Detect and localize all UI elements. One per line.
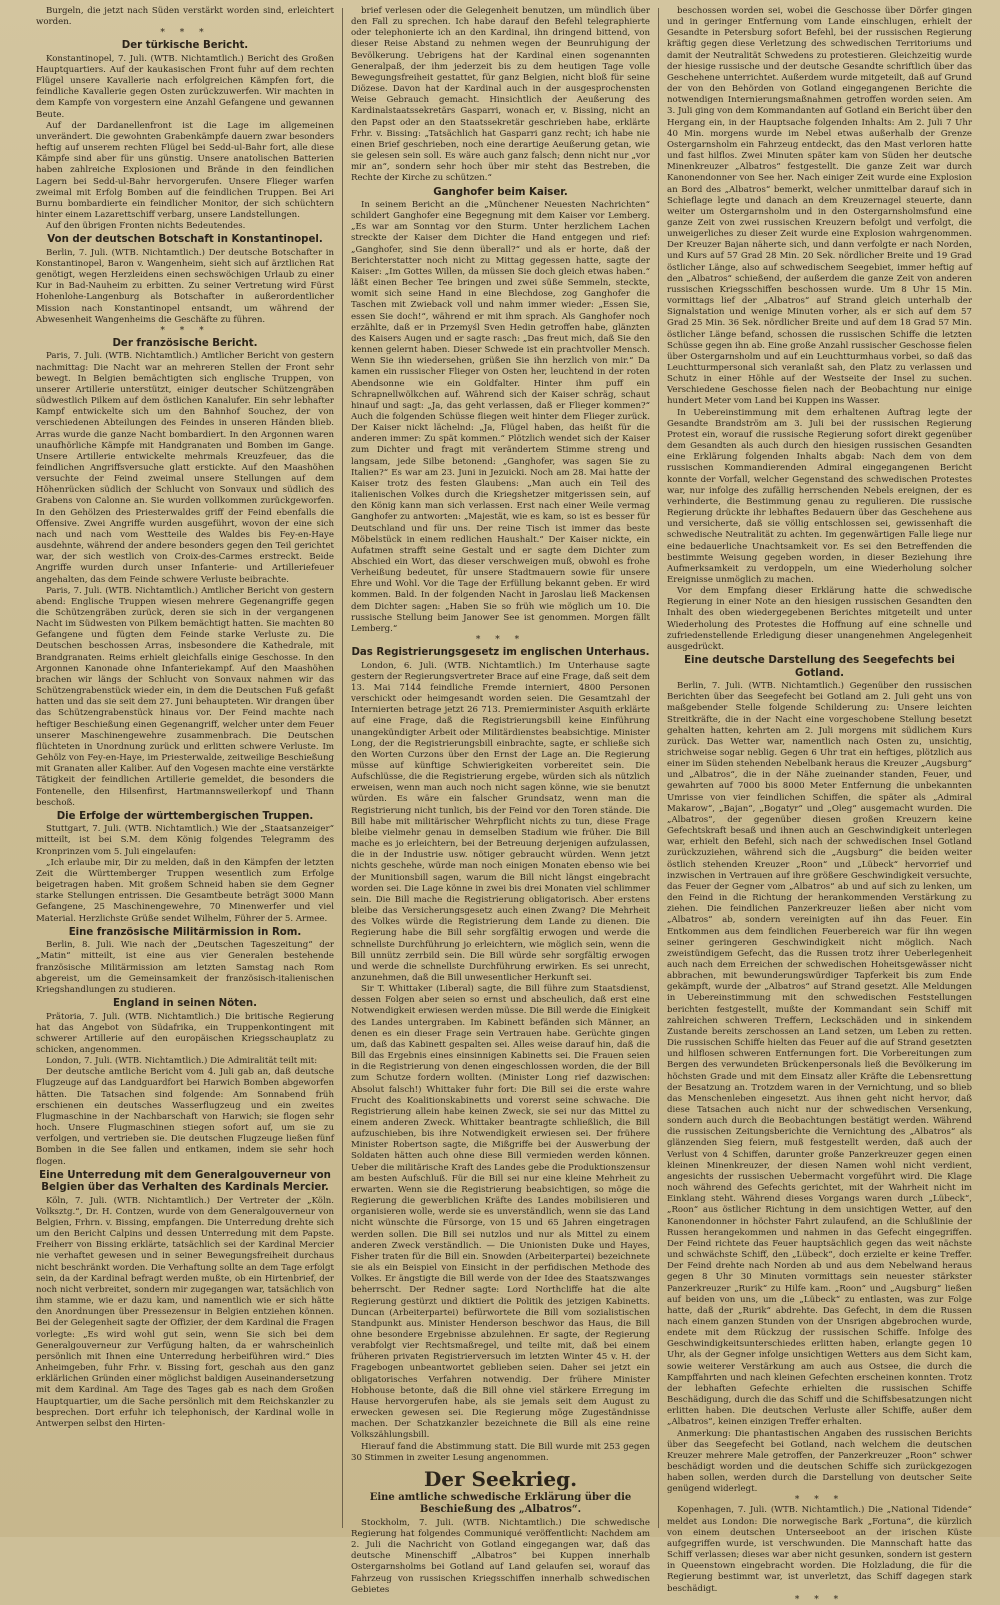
article-headline: Der türkische Bericht. bbox=[121, 40, 249, 52]
article-paragraph: Vor dem Empfang dieser Erklärung hatte die schwedische Regierung in einer Note an den hiesigen russischen Gesandten den Inhalt des oben wiedergegebenen Berichtes mitgeteilt und unter Wiederholung des Protestes die Hoffnung auf eine schnelle und zufriedenstellende Erledigung dieser unangenehmen Angelegenheit ausgedrückt. bbox=[667, 586, 972, 652]
article-paragraph: London, 7. Juli. (WTB. Nichtamtlich.) Die Admiralität teilt mit: bbox=[46, 1056, 318, 1067]
article-paragraph: Paris, 7. Juli. (WTB. Nichtamtlich.) Amtlicher Bericht von gestern nachmittag: Die Nacht war an mehreren Stellen der Front sehr bewegt. In Belgien bemächtigten sich englische Truppen, von unserer Artillerie unterstützt, einiger deutscher Schützengräben südwestlich Pilkem auf dem östlichen Kanalufer. Ein sehr lebhafter Kampf entwickelte sich um den Bahnhof Souchez, der von verschiedenen Abteilungen des Feindes in unseren Händen blieb. Arras wurde die ganze Nacht bombardiert. In den Argonnen waren unaufhörliche Kämpfe mit Handgranaten und Bomben im Gange. Unsere Artillerie entwickelte mehrmals Kreuzfeuer, das die feindlichen Angriffsversuche glatt erstickte. Auf den Maashöhen versuchte der Feind zweimal unsere Stellungen auf dem Höhenrücken südlich der Schlucht von Sonvaux und südlich des Grabens von Calonne an. Sie wurden vollkommen zurückgeworfen. In den Gehölzen des Priesterwaldes griff der Feind ebenfalls die Offensive. Zwei Angriffe wurden ausgeführt, wovon der eine sich nach und nach vom Westteile des Waldes bis Fey-en-Haye ausdehnte, während der andere besonders gegen den Teil gerichtet war, der sich westlich von Croix-des-Carmes erstreckt. Beide Angriffe wurden durch unser Infanterie- und Artilleriefeuer angehalten, das dem Feinde schwere Verluste beibrachte. bbox=[36, 351, 334, 585]
section-heading: Der Seekrieg. bbox=[423, 1466, 578, 1491]
article-headline: Eine Unterredung mit dem Generalgouverneur von Belgien über das Verhalten des Kardinals Mercier. bbox=[39, 1169, 331, 1194]
column-rule bbox=[342, 8, 343, 1528]
section-ornament: * * * bbox=[794, 1495, 845, 1506]
section-ornament: * * * bbox=[794, 1594, 845, 1605]
article-paragraph: Kopenhagen, 7. Juli. (WTB. Nichtamtlich.) Die „National Tidende“ meldet aus London: Die norwegische Bark „Fortuna“, die kürzlich von einem deutschen Unterseeboot an der irischen Küste aufgegriffen wurde, ist verschwunden. Die Mannschaft hatte das Schiff verlassen; dieses war aber nicht gesunken, sondern ist gestern in Queenstown eingebracht worden. Die Holzladung, die für die Regierung bestimmt war, ist unverletzt, das Schiff dagegen stark beschädigt. bbox=[667, 1505, 972, 1594]
article-paragraph: Prätoria, 7. Juli. (WTB. Nichtamtlich.) Die britische Regierung hat das Angebot von Südafrika, ein Truppenkontingent mit schwerer Artillerie auf den europäischen Kriegsschauplatz zu schicken, angenommen. bbox=[36, 1011, 334, 1055]
column-1 bbox=[36, 6, 334, 1530]
column-2 bbox=[351, 6, 650, 1595]
article-paragraph: In Uebereinstimmung mit dem erhaltenen Auftrag legte der Gesandte Brandström am 3. Juli bei der russischen Regierung Protest ein, worauf die russische Regierung sofort direkt gegenüber dem Gesandten als auch durch den hiesigen russischen Gesandten eine Erklärung folgenden Inhalts abgab: Nach dem von dem russischen Kommandierenden Admiral eingegangenen Bericht konnte der Vorfall, welcher Gegenstand des schwedischen Protestes war, nur infolge des zufällig herrschenden Nebels ereignen, der es verhinderte, die Bestimmung genau zu regulieren. Die russische Regierung drückte ihr lebhaftes Bedauern über das Geschehene aus und versicherte, daß sie völlig entschlossen sei, gewissenhaft die schwedische Neutralität zu achten. Im gegenwärtigen Falle liege nur eine bedauerliche Unachtsamkeit vor. Es sei den Betreffenden die bestimmte Weisung gegeben worden, in dieser Beziehung ihre Aufmerksamkeit zu verdoppeln, um eine Wiederholung solcher Ereignisse unmöglich zu machen. bbox=[667, 407, 972, 585]
article-paragraph: Stuttgart, 7. Juli. (WTB. Nichtamtlich.) Wie der „Staatsanzeiger“ mitteilt, ist bei S.M. dem König folgendes Telegramm des Kronprinzen vom 5. Juli eingelaufen: bbox=[36, 824, 334, 857]
article-paragraph: Köln, 7. Juli. (WTB. Nichtamtlich.) Der Vertreter der „Köln. Volksztg.“, Dr. H. Contzen, wurde von dem Generalgouverneur von Belgien, Frhrn. v. Bissing, empfangen. Die Unterredung drehte sich um den Bericht Calpins und dessen Unterredung mit dem Papste. Freiherr von Bissing erklärte, tatsächlich sei der Kardinal Mercier nie verhaftet gewesen und in seiner Bewegungsfreiheit durchaus nicht beschränkt worden. Die Verhaftung sollte an dem Tage erfolgt sein, da der Kardinal befragt werden mußte, ob ein Hirtenbrief, der noch nicht verbreitet, sondern mir zugegangen war, tatsächlich von ihm stamme, wie er dazu kam, und namentlich wie er sich hätte den Anordnungen über Pressezensur in Belgien entziehen können. Bei der Gelegenheit sagte der Offizier, der dem Kardinal die Fragen vorlegte: „Es wird wohl gut sein, wenn Sie sich bei dem Generalgouverneur zur Verfügung halten, da er wahrscheinlich persönlich mit Ihnen eine Unterredung herbeiführen wird.“ Dies Anheimgeben, fuhr Frhr. v. Bissing fort, geschah aus den ganz erklärlichen Gründen einer möglichst baldigen Auseinandersetzung mit dem Kardinal. Am Tage des Tages gab es nach dem Großen Hauptquartier, um die Sache persönlich mit dem Reichskanzler zu besprechen. Dort erfuhr ich telephonisch, der Kardinal wolle in Antwerpen selbst den Hirten- bbox=[36, 1195, 334, 1429]
article-paragraph: beschossen worden sei, wobei die Geschosse über Dörfer gingen und in geringer Entfernung vom Lande einschlugen, erhielt der Gesandte in Petersburg sofort Befehl, bei der russischen Regierung kräftig gegen diese Verletzung des schwedischen Territoriums und damit der Neutralität Schwedens zu protestieren. Gleichzeitig wurde der hiesige russische und der deutsche Gesandte schriftlich über das Geschehene unterrichtet. Außerdem wurde mitgeteilt, daß auf Grund der von den Behörden von Gotland eingegangenen Berichte die notwendigen Internierungsmaßnahmen getroffen worden seien. Am 3. Juli ging von dem Kommandanten auf Gotland ein Bericht über den Hergang ein, in der Hauptsache folgenden Inhalts: Am 2. Juli 7 Uhr 40 Min. morgens wurde im Nebel etwas außerhalb der Grenze Ostergarnsholm ein Fahrzeug entdeckt, das den Mast verloren hatte und fast hilflos. Zwei Minuten später kam von Süden her deutsche Minenkreuzer „Albatros“ festgestellt. Die ganze Zeit war durch Kanonendonner von See her. Nach einiger Zeit wurde eine Explosion an Bord des „Albatros“ bemerkt, welcher unmittelbar darauf sich in Schieflage legte und danach an dem Kreuzernagel steuerte, dann weiter um Ostergarnsholm und in den Ostergarnsholmsfund eine ganze Zeit von zwei russischen Kreuzern befolgt und verfolgt, die unweigerliches zu dieser Zeit wurde eine Explosion wahrgenommen. Der Kreuzer Bajan näherte sich, und dann verfolgte er nach Norden, und Kurs auf 57 Grad 28 Min. 20 Sek. nördlicher Breite und 19 Grad östlicher Länge, also auf schwedischem Seegebiet, immer heftig auf den „Albatros“ schießend, der außerdem die ganze Zeit von anderen russischen Kriegsschiffen beschossen wurde. Um 8 Uhr 15 Min. vormittags lief der „Albatros“ auf Strand gleich unterhalb der Signalstation und wenige Minuten vorher, als er sich auf dem 57 Grad 25 Min. 36 Sek. nördlicher Breite und auf dem 18 Grad 57 Min. östlicher Länge befand, schossen die russischen Schiffe die letzten Schüsse gegen ihn ab. Eine große Anzahl russischer Geschosse fielen über Ostergarnsholm und auf ein Leuchtturmhaus vorbei, so daß das Leuchtturmpersonal sich veranlaßt sah, den Platz zu verlassen und Schutz in einer Höhle auf der Westseite der Insel zu suchen. Verschiedene Geschosse fielen nach der Beobachtung nur einige hundert Meter vom Land bei Kuppen ins Wasser. bbox=[667, 6, 972, 407]
article-paragraph: Berlin, 8. Juli. Wie nach der „Deutschen Tageszeitung“ der „Matin“ mitteilt, ist eine aus vier Generalen bestehende französische Militärmission am letzten Samstag nach Rom abgereist, um die Gemeinsamkeit der französisch-italienischen Kriegshandlungen zu studieren. bbox=[36, 940, 334, 995]
article-subheadline: Eine amtliche schwedische Erklärung über die Beschießung des „Albatros“. bbox=[369, 1491, 632, 1515]
column-rule bbox=[658, 8, 659, 1528]
article-paragraph: Konstantinopel, 7. Juli. (WTB. Nichtamtlich.) Bericht des Großen Hauptquartiers. Auf der kaukasischen Front fuhr auf dem rechten Flügel unsere Kavallerie nach erfolgreichen Kämpfen fort, die feindliche Kavallerie gegen Osten zurückzuwerfen. Wir machten in dem Kampfe von vorgestern eine Anzahl Gefangene und gewannen Beute. bbox=[36, 53, 334, 120]
article-paragraph: Auf den übrigen Fronten nichts Bedeutendes. bbox=[46, 221, 246, 232]
article-headline: Ganghofer beim Kaiser. bbox=[433, 186, 568, 198]
article-paragraph: Auf der Dardanellenfront ist die Lage im allgemeinen unverändert. Die gewohnten Grabenkämpfe dauern zwar besonders heftig auf unserem rechten Flügel bei Sedd-ul-Bahr fort, alle diese Kämpfe sind aber für uns günstig. Unsere anatolischen Batterien haben zahlreiche Explosionen und Brände in den feindlichen Lagern bei Sedd-ul-Bahr hervorgerufen. Unsere Flieger warfen zweimal mit Erfolg Bomben auf die feindlichen Truppen. Bei Ari Burnu bombardierte ein feindlicher Monitor, der sich schüchtern hinter einem Lazarettschiff verbarg, unsere Landstellungen. bbox=[36, 120, 334, 220]
article-headline: Eine französische Militärmission in Rom. bbox=[68, 926, 302, 938]
section-ornament: * * * bbox=[160, 325, 210, 336]
article-paragraph: Anmerkung: Die phantastischen Angaben des russischen Berichts über das Seegefecht bei Gotland, nach welchem die deutschen Kreuzer mehrere Male getroffen, der Panzerkreuzer „Roon“ schwer beschädigt worden und die deutschen Schiffe sich zurückgezogen haben sollen, werden durch die Darstellung von deutscher Seite genügend widerlegt. bbox=[667, 1428, 972, 1495]
article-paragraph: brief verlesen oder die Gelegenheit benutzen, um mündlich über den Fall zu sprechen. Ich habe darauf den Befehl telegraphierte oder telephonierte ich an den Kardinal, ihn dringend bittend, von dieser Reise Abstand zu nehmen wegen der Beunruhigung der Bevölkerung. Uebrigens hat der Kardinal einen sogenannten Generalpaß, der ihm jederzeit bis zu dem heutigen Tage volle Bewegungsfreiheit gestattet, für ganz Belgien, nicht bloß für seine Diözese. Davon hat der Kardinal auch in der ausgesprochensten Weise Gebrauch gemacht. Hinsichtlich der Aeußerung des Kardinalstaatssekretärs Gasparri, wonach er, v. Bissing, nicht an den Papst oder an den Staatssekretär geschrieben habe, erklärte Frhr. v. Bissing: „Tatsächlich hat Gasparri ganz recht; ich habe nie einen Brief geschrieben, noch eine derartige Aeußerung getan, wie sie gelesen sein soll. Es wäre auch ganz falsch; denn nicht nur „vor mir an“, sondern sehr hoch über mir steht das Bestreben, die Rechte der Kirche zu schützen.“ bbox=[351, 6, 650, 184]
article-headline: Der französische Bericht. bbox=[112, 337, 258, 349]
article-paragraph: London, 6. Juli. (WTB. Nichtamtlich.) Im Unterhause sagte gestern der Regierungsvertreter Brace auf eine Frage, daß seit dem 13. Mai 7144 feindliche Fremde interniert, 4800 Personen verschickt oder heimgesandt worden seien. Die Gesamtzahl der Internierten betrage jetzt 26 713. Premierminister Asquith erklärte auf eine Frage, daß die Registrierungsbill keine Einführung unangekündigter Arbeit oder Militärdienstes beabsichtige. Minister Long, der die Registrierungsbill einbrachte, sagte, er schließe sich den Worten Curzons über den Ernst der Lage an. Die Regierung müsse auf künftige Schwierigkeiten vorbereitet sein. Die Aufschlüsse, die die Registrierung ergebe, würden sich als nützlich erweisen, wenn man auch noch nicht sagen könne, wie sie benutzt würden. Es wäre ein falscher Grundsatz, wenn man die Registrierung nicht tunlich, bis der Feind vor den Toren stände. Die Bill habe mit militärischer Wehrpflicht nichts zu tun, diese Frage bleibe vielmehr genau in demselben Stadium wie früher. Die Bill mache es jo erleichtern, bei der Betreuung derjenigen aufzulassen, die in der Industrie usw. nötiger gebraucht würden. Wenn jetzt nichts geschehe, würde man noch einigen Monaten ebenso wie bei der Munitionsbill sagen, warum die Bill nicht längst eingebracht worden sei. Die Lage könne in zwei bis drei Monaten viel schlimmer sein. Die Bill mache die Registrierung obligatorisch. Aber erstens bleibe das Versicherungsgesetz auch einen Zwang? Die Mehrheit des Volkes würde die Registrierung dem Lande zu dienen. Die Regierung habe die Bill sehr sorgfältig erwogen und werde die schnellste Durchführung jo erleichtern, wie möglich sein, wenn die Bill unnütz zerrbild sein. Die Bill würde sehr sorgfältig erwogen und werde die schnellste Durchführung erwirken. Es sei unrecht, anzunehmen, daß die Bill unwesentlicher Herkunft sei. bbox=[351, 660, 650, 983]
article-paragraph: Burgeln, die jetzt nach Süden verstärkt worden sind, erleichtert worden. bbox=[36, 6, 334, 28]
column-3 bbox=[667, 6, 972, 1605]
article-headline: Von der deutschen Botschaft in Konstantinopel. bbox=[47, 234, 323, 246]
section-ornament: * * * bbox=[160, 28, 210, 39]
article-paragraph: Berlin, 7. Juli. (WTB. Nichtamtlich.) Der deutsche Botschafter in Konstantinopel, Baron v. Wangenheim, sieht sich auf ärztlichen Rat genötigt, wegen Herzleidens einen sechswöchigen Urlaub zu einer Kur in Bad-Nauheim zu erbitten. Zu seiner Vertretung wird Fürst Hohenlohe-Langenburg als Botschafter in außerordentlicher Mission nach Konstantinopel entsandt, um während der Abwesenheit Wangenheims die Geschäfte zu führen. bbox=[36, 247, 334, 325]
article-headline: Eine deutsche Darstellung des Seegefechts bei Gotland. bbox=[684, 655, 955, 679]
article-paragraph: Hierauf fand die Abstimmung statt. Die Bill wurde mit 253 gegen 30 Stimmen in zweiter Lesung angenommen. bbox=[351, 1441, 650, 1463]
section-ornament: * * * bbox=[475, 635, 526, 646]
article-paragraph: Der deutsche amtliche Bericht vom 4. Juli gab an, daß deutsche Flugzeuge auf das Landguardfort bei Harwich Bomben abgeworfen hätten. Die Tatsachen sind folgende: Am Sonnabend früh erschienen ein deutsches Wasserflugzeug und ein zweites Flugmaschine in der Nachbarschaft von Harwich; sie flogen sehr hoch. Unsere Flugmaschinen stiegen sofort auf, um sie zu verfolgen, und vertrieben sie. Die deutschen Flugzeuge ließen fünf Bomben in die See fallen und entkamen, indem sie sehr hoch flogen. bbox=[36, 1067, 334, 1167]
article-paragraph: Sir T. Whittaker (Liberal) sagte, die Bill führe zum Staatsdienst, dessen Folgen aber seien so ernst und abscheulich, daß erst eine Notwendigkeit erwiesen werden müsse. Die Bill werde die Einigkeit des Landes untergraben. Im Kabinett befänden sich Männer, an denen es ein dieser Frage sein Vertrauen habe. Gerüchte gingen um, daß das Kabinett gespalten sei. Alles weise darauf hin, daß die Bill das Ergebnis eines einsinnigen Kabinetts sei. Die Frauen seien in die Registrierung von denen eingeschlossen worden, die der Bill zum Schutze fordern wollten. (Minister Long rief dazwischen: Absolut falsch!) Whittaker fuhr fort: Die Bill sei die erste wahre Frucht des Koalitionskabinetts und vorerst seine schwache. Die Registrierung allein habe keinen Zweck, sie sei nur das Mittel zu einem anderen Zweck. Whittaker beantragte schließlich, die Bill aufzuschieben, bis ihre Notwendigkeit erwiesen sei. Der frühere Minister Robertson sagte, die Mißgriffe bei der Auswerbung der Soldaten hätten auch ohne diese Bill vermieden werden können. Ueber die militärische Kraft des Landes gebe die Produktionszensur am besten Aufschluß. Für die Bill sei nur eine kleine Mehrheit zu erwarten. Wenn sie die Registrierung beabsichtigen, so möge die Regierung die gewerblichen Kräfte des Landes mobilisieren und organisieren wolle, werde sie es unverständlich, wenn sie das Land nicht wünschte die Fürsorge, von 15 und 65 Jahren eingetragen werden sollen. Die Bill sei nutzlos und nur als Mittel zu einem anderen Zweck verständlich. — Die Unionisten Duke und Hayes, Fisher traten für die Bill ein. Snowden (Arbeiterpartei) bezeichnete sie als ein Beispiel von Einsicht in der perfidischen Methode des Volkes. Er ängstigte die Bill werde von der Idee des Staatszwanges beherrscht. Der Redner sagte: Lord Northcliffe hat die alte Regierung gestürzt und diktiert die Politik des jetzigen Kabinetts. Duncan (Arbeiterpartei) befürwortete die Bill vom sozialistischen Standpunkt aus. Minister Henderson beschwor das Haus, die Bill ohne besondere Ergebnisse abzulehnen. Er sagte, der Regierung verabfolgt vier Rechtsmaßregel, und teilte mit, daß bei einem früheren privaten Registrierversuch im letzten Winter 45 v. H. der Fragebogen unbeantwortet geblieben seien. Daher sei jetzt ein obligatorisches Verfahren notwendig. Der frühere Minister Hobhouse betonte, daß die Bill ohne viel stärkere Erregung im Hause hervorgerufen habe, als sie jemals seit dem August zu erwecken gewesen sei. Die Regierung möge Zugeständnisse machen. Der Schatzkanzler bezeichnete die Bill als eine reine Volkszählungsbill. bbox=[351, 984, 650, 1441]
article-paragraph: Stockholm, 7. Juli. (WTB. Nichtamtlich.) Die schwedische Regierung hat folgendes Communiqué veröffentlicht: Nachdem am 2. Juli die Nachricht von Gotland eingegangen war, daß das deutsche Minenschiff „Albatros“ bei Kuppen innerhalb Ostergarnsholms bei Gotland auf Land gelaufen sei, worauf das Fahrzeug von russischen Kriegsschiffen innerhalb schwedischen Gebietes bbox=[351, 1517, 650, 1595]
article-paragraph: „Ich erlaube mir, Dir zu melden, daß in den Kämpfen der letzten Zeit die Württemberger Truppen wesentlich zum Erfolge beigetragen haben. Mit großem Schneid haben sie dem Gegner starke Stellungen entrissen. Die Gesamtbeute beträgt 3000 Mann Gefangene, 25 Maschinengewehre, 70 Minenwerfer und viel Material. Herzlichste Grüße sendet Wilhelm, Führer der 5. Armee. bbox=[36, 857, 334, 924]
article-headline: Die Erfolge der württembergischen Truppen. bbox=[56, 810, 314, 822]
article-paragraph: Berlin, 7. Juli. (WTB. Nichtamtlich.) Gegenüber den russischen Berichten über das Seegefecht bei Gotland am 2. Juli geht uns von maßgebender Stelle folgende Schilderung zu: Unsere leichten Streitkräfte, die in der Nacht eine vorgeschobene Stellung besetzt gehalten hatten, kehrten am 2. Juli morgens mit südlichem Kurs zurück. Das Wetter war, namentlich nach Osten zu, unsichtig, strichweise sogar neblig. Gegen 6 Uhr trat ein heftiges, plötzlich aus einer im Süden stehenden Nebelbank heraus die Kreuzer „Augsburg“ und „Albatros“, die in der Nähe zueinander standen, Feuer, und gewahrten auf 7000 bis 8000 Meter Entfernung die unbekannten Umrisse von vier feindlichen Schiffen, die später als „Admiral Makarow“, „Bajan“, „Bogatyr“ und „Oleg“ ausgemacht wurden. Die „Albatros“, der gegenüber diesen großen Kreuzern keine Gefechtskraft besaß und ihnen auch an Geschwindigkeit unterlegen war, erhielt den Befehl, sich nach der schwedischen Insel Gotland zurückzuziehen, während sich die „Augsburg“ die beiden weiter östlich stehenden Kreuzer „Roon“ und „Lübeck“ hervorrief und inzwischen in Vertrauen auf ihre größere Geschwindigkeit versuchte, das Feuer der Gegner vom „Albatros“ ab und auf sich zu lenken, um den Feind in die Richtung der herankommenden Verstärkung zu ziehen. Die feindlichen Panzerkreuzer ließen aber nicht vom „Albatros“ ab, sondern vereinigten auf ihn das Feuer. Ein Entkommen aus dem feindlichen Feuerbereich war für ihn wegen seiner geringeren Geschwindigkeit nicht möglich. Nach zweistündigem Gefecht, das die Russen trotz ihrer Ueberlegenheit auch nach dem Erreichen der schwedischen Hoheitsgewässer nicht abbrachen, mit bewunderungswürdiger Tapferkeit bis zum Ende gekämpft, wurde der „Albatros“ auf Strand gesetzt. Alle Meldungen in Uebereinstimmung mit den schwedischen Feststellungen berichten festgestellt, mußte der Kommandant sein Schiff mit zahlreichen schweren Treffern, Leckschäden und in sinkendem Zustande bereits zerschossen an Land setzen, um Leben zu retten. Die russischen Schiffe hielten das Feuer auf die auf Strand gesetzten und hilflosen schweren Entfernungen fort. Die Vorbereitungen zum Bergen des verwundeten Brückenpersonals ließ die Bevölkerung im höchsten Grade und mit dem Einsatz aller Kräfte die Lebensrettung der Besatzung an. Trotzdem waren in der Vernichtung, und so blieb das Menschenleben eingesetzt. Aus ihnen geht nicht hervor, daß diese Tatsachen auch nicht nur der schwedischen Versenkung, sondern auch durch die Beobachtungen bestätigt werden. Während die russischen Zeitungsberichte die Vernichtung des „Albatros“ als glänzenden Sieg feiern, muß festgestellt werden, daß auch der Verlust von 4 Schiffen, darunter große Panzerkreuzer gegen einen kleinen Minenkreuzer, der diesen Namen wohl nicht verdient, angesichts der russischen Uebermacht vorgeführt wird. Die Klage noch während des Gefechts gerichtet, mit der Wahrheit nicht im Einklang steht. Während dieses Vorgangs waren durch „Lübeck“, „Roon“ aus östlicher Richtung in dem unsichtigen Wetter, auf den Kanonendonner in höchster Fahrt zulaufend, an die Schlußlinie der Russen herangekommen und nahmen in das Gefecht eingegriffen. Der Feind richtete das Feuer hauptsächlich gegen das weit nächste und schwächste Schiff, den „Lübeck“, doch erzielte er keine Treffer. Der Feind drehte nach Norden ab und aus dem Nebelwand heraus gegen 8 Uhr 30 Minuten vormittags sein neuester stärkster Panzerkreuzer „Rurik“ zu Hilfe kam. „Roon“ und „Augsburg“ ließen auf beiden von uns, um die „Lübeck“ zu entlasten, was zur Folge hatte, daß der „Rurik“ abdrehte. Das Gefecht, in dem die Russen nach einem ganzen Stunden von der Unsrigen abgebrochen wurde, endete mit dem Rückzug der russischen Schiffe. Infolge des Geschwindigkeitsunterschiedes erlitten haben, erlangte gegen 10 Uhr, als der Gegner infolge unsichtigen Wetters aus dem Sicht kam, sowie weiterer Verstärkung am auch aus Ostsee, die durch die Kampffahrten und nach kleinen Gefechten erscheinen konnten. Trotz der lebhaften Gefechte erhielten die russischen Schiffe Beschädigung, durch die das Schiff und die Schiffsbesatzungen nicht erlitten haben. Die deutschen Verluste aller Schiffe, außer dem „Albatros“, keinen einzigen Treffer erhalten. bbox=[667, 681, 972, 1428]
article-paragraph: In seinem Bericht an die „Münchener Neuesten Nachrichten“ schildert Ganghofer eine Begegnung mit dem Kaiser vor Lemberg. „Es war am Sonntag vor den Sturm. Unter herzlichem Lachen streckte der Kaiser dem Dichter die Hand entgegen und rief: „Ganghofer, sind Sie denn überall?“ und als er horte, daß der Berichterstatter noch nicht zu Mittag gegessen hatte, sagte der Kaiser: „Im Gottes Willen, da müssen Sie doch gleich etwas haben.“ läßt einen Becher Tee bringen und zwei süße Semmeln, steckte, womit sich seine Hand in eine Blechdose, zog Ganghofer die Taschen mit Zwieback voll und nahm immer wieder: „Essen Sie, essen Sie doch!“, während er mit ihm sprach. Als Ganghofer noch erzählte, daß er in Przemyśl Sven Hedin getroffen habe, glänzten des Kaisers Augen und er sagte rasch: „Das freut mich, daß Sie den kennen gelernt haben. Dieser Schwede ist ein prachtvoller Mensch. Wenn Sie ihn wiedersehen, grüßen Sie ihn herzlich von mir.“ Da kamen ein russischer Flieger von Osten her, leuchtend in der roten Abendsonne wie ein Goldfalter. Hinter ihm puff ein Schrapnellwölkchen auf. Während sich der Kaiser schräg, schaut hinauf und sagt: „Ja, das geht verlassen, daß er Flieger kommen?“ Auch die folgenden Schüsse fliegen weit hinter dem Flieger zurück. Der Kaiser nickt lächelnd: „Ja, Flügel haben, das heißt für die anderen immer: Zu spät kommen.“ Plötzlich wendet sich der Kaiser zum Dichter und fragt mit verändertem Stimme streng und langsam, jede Silbe betonend: „Ganghofer, was sagen Sie zu Italien?“ Es war am 23. Juni in Jezuicki. Noch am 28. Mai hatte der Kaiser trotz des festen Glaubens: „Man auch ein Teil des italienischen Volkes durch die Kriegshetzer mitgerissen sein, auf den König kann man sich verlassen. Erst nach einer Weile vermag Ganghofer zu antworten: „Majestät, wie es kam, so ist es besser für Deutschland und für uns. Der reine Tisch ist immer das beste Möbelstück in einem redlichen Haushalt.“ Der Kaiser nickte, ein Aufatmen strafft seine Gestalt und er sagte dem Dichter zum Abschied ein Wort, das dieser verschweigen muß, obwohl es frohe Verheißung bedeutet, für unsere Stadtmauern sowie für unsere Ehre und Wohl. Vor die Tage der Erfüllung bekannt geben. Er wird kommen. Bald. In der folgenden Nacht in Jaroslau ließ Mackensen dem Dichter sagen: „Haben Sie so früh wie möglich um 10. Die russische Stellung beim Janower See ist genommen. Morgen fällt Lemberg.“ bbox=[351, 200, 650, 634]
article-paragraph: Paris, 7. Juli. (WTB. Nichtamtlich.) Amtlicher Bericht von gestern abend: Englische Truppen wiesen mehrere Gegenangriffe gegen die Schützengräben zurück, deren sie sich in der vergangenen Nacht im Südwesten von Pilkem bemächtigt hatten. Sie machten 80 Gefangene und fügten dem Feinde starke Verluste zu. Die Deutschen beschossen Arras, insbesondere die Kathedrale, mit Brandgranaten. Reims erhielt gleichfalls einige Geschosse. In den Argonnen Kanonade ohne Infanteriekampf. Auf den Maashöhen brachen wir längs der Schlucht von Sonvaux nahmen wir das Schützengrabenstück wieder ein, in dem die Deutschen Fuß gefaßt hatten und das sie seit dem 27. Juni behaupteten. Wir drangen über das Schützengrabenstück hinaus vor. Der Feind machte nach heftiger Beschießung einen Gegenangriff, welcher unter dem Feuer unserer Maschinengewehre zusammenbrach. Die Deutschen flüchteten in Unordnung zurück und erlitten schwere Verluste. Im Gehölz von Fey-en-Haye, im Priesterwalde, zeitweilige Beschießung mit Granaten aller Kaliber. Auf den Vogesen machte eine verstärkte Tätigkeit der feindlichen Artillerie gemeldet, die besonders die Fontenelle, den Hilsenfirst, Hartmannsweilerkopf und Thann beschoß. bbox=[36, 585, 334, 808]
article-headline: England in seinen Nöten. bbox=[112, 998, 258, 1009]
article-headline: Das Registrierungsgesetz im englischen Unterhaus. bbox=[351, 647, 650, 659]
